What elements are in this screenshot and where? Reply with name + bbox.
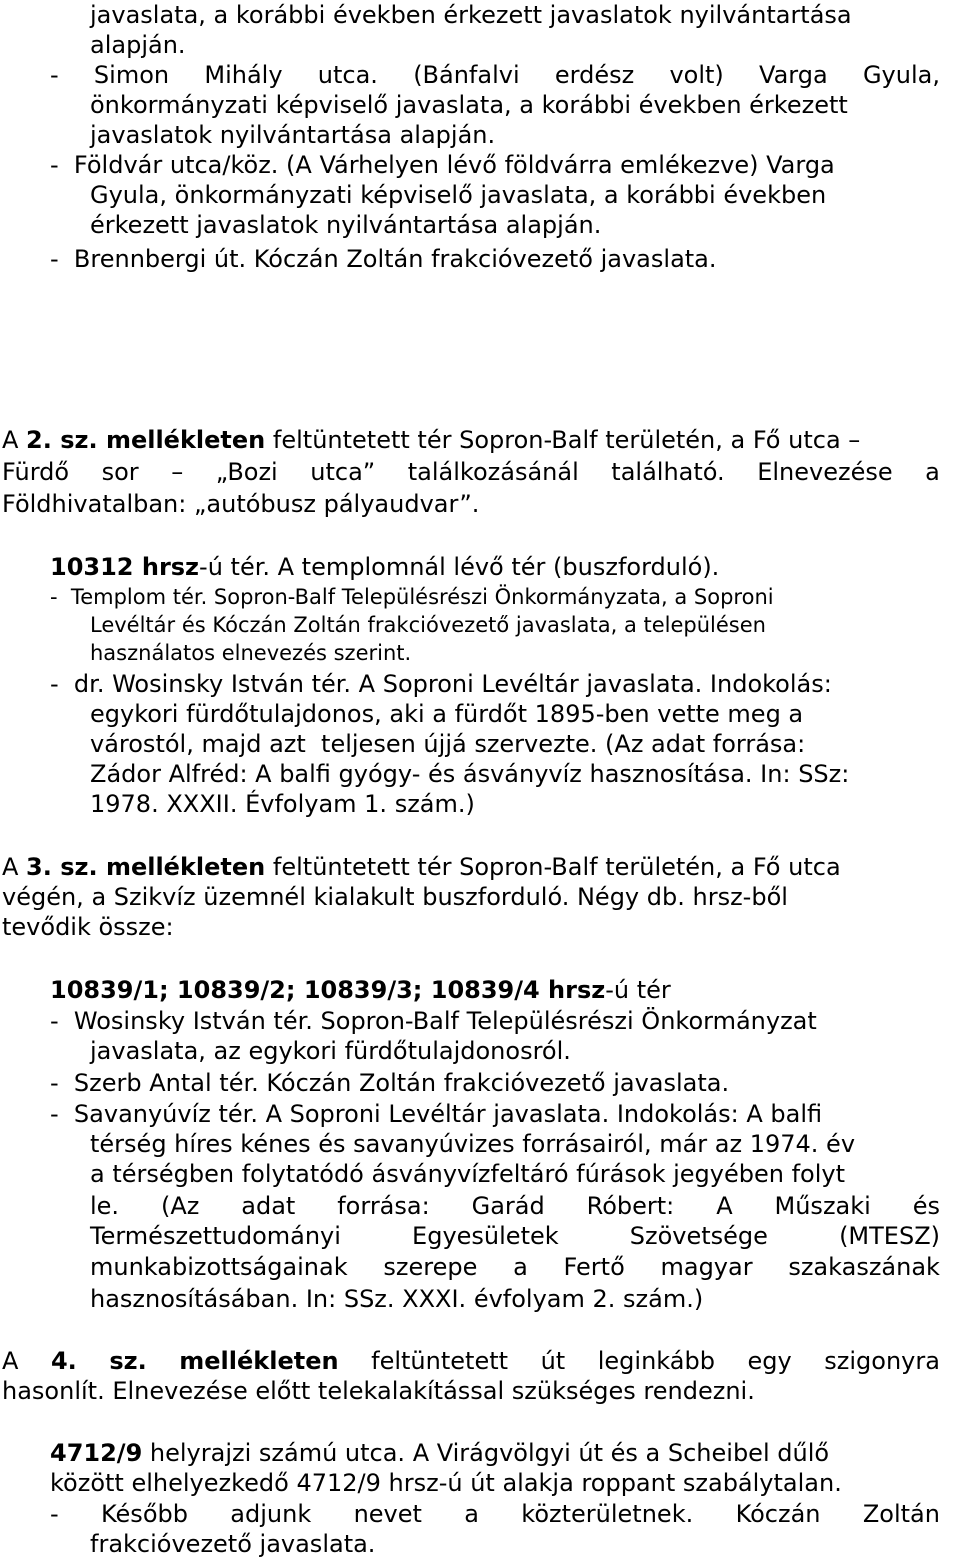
- section-3-intro: A 3. sz. mellékleten feltüntetett tér Sopron-Balf területén, a Fő utca: [2, 853, 841, 881]
- text-line: Gyula, önkormányzati képviselő javaslata, a korábbi években: [90, 181, 827, 209]
- text-line: a térségben folytatódó ásványvízfeltáró fúrások jegyében folyt: [90, 1160, 845, 1188]
- text-line: várostól, majd azt teljesen újjá szervezte. (Az adat forrása:: [90, 730, 806, 758]
- section-2-intro: A 2. sz. mellékleten feltüntetett tér Sopron-Balf területén, a Fő utca –: [2, 426, 861, 454]
- text-line: végén, a Szikvíz üzemnél kialakult buszforduló. Négy db. hrsz-ből: [2, 883, 788, 911]
- section-4-intro: A 4. sz. mellékleten feltüntetett út leginkább egy szigonyra: [2, 1347, 940, 1375]
- list-item-simon: - Simon Mihály utca. (Bánfalvi erdész volt) Varga Gyula,: [50, 61, 940, 89]
- text-line: Földhivatalban: „autóbusz pályaudvar”.: [2, 490, 480, 518]
- text-line: használatos elnevezés szerint.: [90, 641, 412, 665]
- list-item-savanyuviz: - Savanyúvíz tér. A Soproni Levéltár javaslata. Indokolás: A balfi: [50, 1100, 823, 1128]
- list-item-wosinsky: - Wosinsky István tér. Sopron-Balf Településrészi Önkormányzat: [50, 1007, 817, 1035]
- text-line: térség híres kénes és savanyúvizes forrásairól, már az 1974. év: [90, 1130, 856, 1158]
- text-line: egykori fürdőtulajdonos, aki a fürdőt 1895-ben vette meg a: [90, 700, 804, 728]
- list-item-foldvar: - Földvár utca/köz. (A Várhelyen lévő földvárra emlékezve) Varga: [50, 151, 835, 179]
- text-line: Zádor Alfréd: A balfi gyógy- és ásványvíz hasznosítása. In: SSz:: [90, 760, 850, 788]
- text-line: hasonlít. Elnevezése előtt telekalakítással szükséges rendezni.: [2, 1377, 755, 1405]
- text-line: frakcióvezető javaslata.: [90, 1530, 376, 1558]
- text-line: önkormányzati képviselő javaslata, a korábbi években érkezett: [90, 91, 848, 119]
- text-line: alapján.: [90, 31, 186, 59]
- text-line: javaslata, az egykori fürdőtulajdonosról.: [90, 1037, 571, 1065]
- text-line: 1978. XXXII. Évfolyam 1. szám.): [90, 790, 475, 818]
- text-line: javaslata, a korábbi években érkezett javaslatok nyilvántartása: [90, 1, 852, 29]
- list-item-kesobb: - Később adjunk nevet a közterületnek. Kóczán Zoltán: [50, 1500, 940, 1528]
- text-line: Levéltár és Kóczán Zoltán frakcióvezető javaslata, a településen: [90, 613, 766, 637]
- list-item-wosinsky: - dr. Wosinsky István tér. A Soproni Levéltár javaslata. Indokolás:: [50, 670, 832, 698]
- hrsz-heading: 10312 hrsz-ú tér. A templomnál lévő tér (buszforduló).: [50, 553, 720, 581]
- text-line: hasznosításában. In: SSz. XXXI. évfolyam 2. szám.): [90, 1285, 704, 1313]
- text-line: érkezett javaslatok nyilvántartása alapján.: [90, 211, 602, 239]
- text-line: le. (Az adat forrása: Garád Róbert: A Műszaki és: [90, 1192, 940, 1220]
- text-line: Természettudományi Egyesületek Szövetsége (MTESZ): [90, 1222, 940, 1250]
- list-item-brennbergi: - Brennbergi út. Kóczán Zoltán frakcióvezető javaslata.: [50, 245, 717, 273]
- hrsz-heading: 4712/9 helyrajzi számú utca. A Virágvölgyi út és a Scheibel dűlő: [50, 1439, 830, 1467]
- text-line: javaslatok nyilvántartása alapján.: [90, 121, 496, 149]
- text-line: tevődik össze:: [2, 913, 174, 941]
- hrsz-heading: 10839/1; 10839/2; 10839/3; 10839/4 hrsz-ú tér: [50, 976, 671, 1004]
- list-item-templom: - Templom tér. Sopron-Balf Településrészi Önkormányzata, a Soproni: [50, 585, 774, 609]
- list-item-szerb: - Szerb Antal tér. Kóczán Zoltán frakcióvezető javaslata.: [50, 1069, 730, 1097]
- text-line: munkabizottságainak szerepe a Fertő magyar szakaszának: [90, 1253, 940, 1281]
- text-line: Fürdő sor – „Bozi utca” találkozásánál található. Elnevezése a: [2, 458, 940, 486]
- text-line: között elhelyezkedő 4712/9 hrsz-ú út alakja roppant szabálytalan.: [50, 1469, 842, 1497]
